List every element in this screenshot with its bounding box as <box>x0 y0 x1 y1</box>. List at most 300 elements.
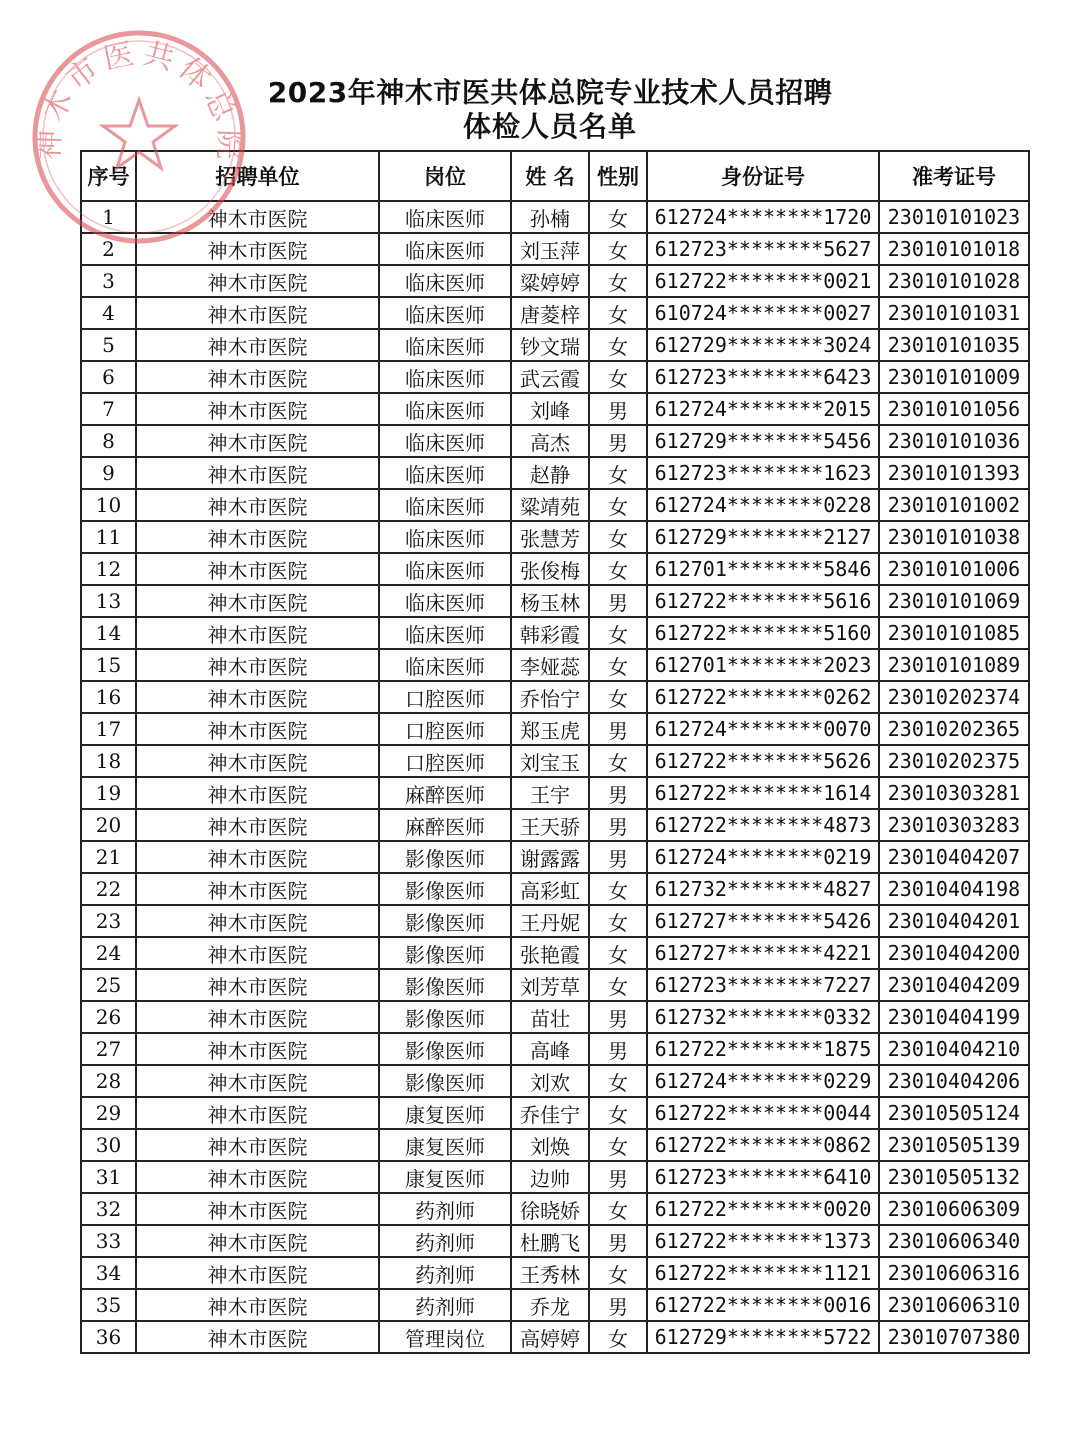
table-row <box>81 905 1029 937</box>
cell-name: 粱婷婷 <box>511 265 589 297</box>
table-row <box>81 201 1029 233</box>
cell-gender: 女 <box>589 617 647 649</box>
cell-id-number: 612724********0219 <box>647 841 879 873</box>
table-row <box>81 489 1029 521</box>
table-header-row <box>81 151 1029 201</box>
table-row <box>81 745 1029 777</box>
cell-unit: 神木市医院 <box>136 1289 379 1321</box>
cell-exam-number: 23010404200 <box>879 937 1029 969</box>
cell-position: 临床医师 <box>379 521 511 553</box>
cell-name: 乔怡宁 <box>511 681 589 713</box>
cell-gender: 女 <box>589 489 647 521</box>
cell-position: 影像医师 <box>379 873 511 905</box>
cell-index: 9 <box>81 457 136 489</box>
cell-index: 18 <box>81 745 136 777</box>
cell-gender: 女 <box>589 329 647 361</box>
cell-name: 张慧芳 <box>511 521 589 553</box>
cell-position: 口腔医师 <box>379 713 511 745</box>
cell-unit: 神木市医院 <box>136 841 379 873</box>
cell-unit: 神木市医院 <box>136 969 379 1001</box>
cell-index: 36 <box>81 1321 136 1353</box>
table-body <box>81 201 1029 1353</box>
table-row <box>81 649 1029 681</box>
cell-index: 23 <box>81 905 136 937</box>
cell-gender: 男 <box>589 393 647 425</box>
cell-exam-number: 23010404201 <box>879 905 1029 937</box>
cell-exam-number: 23010404210 <box>879 1033 1029 1065</box>
cell-name: 徐晓娇 <box>511 1193 589 1225</box>
cell-id-number: 612722********5626 <box>647 745 879 777</box>
cell-exam-number: 23010101089 <box>879 649 1029 681</box>
cell-gender: 女 <box>589 937 647 969</box>
cell-position: 临床医师 <box>379 425 511 457</box>
cell-exam-number: 23010404199 <box>879 1001 1029 1033</box>
cell-id-number: 612723********1623 <box>647 457 879 489</box>
cell-name: 张艳霞 <box>511 937 589 969</box>
header-id-number: 身份证号 <box>647 151 879 201</box>
table-row <box>81 1001 1029 1033</box>
cell-exam-number: 23010505139 <box>879 1129 1029 1161</box>
cell-id-number: 612722********1875 <box>647 1033 879 1065</box>
cell-name: 孙楠 <box>511 201 589 233</box>
cell-exam-number: 23010101028 <box>879 265 1029 297</box>
cell-id-number: 612724********0070 <box>647 713 879 745</box>
table-row <box>81 1193 1029 1225</box>
cell-name: 乔佳宁 <box>511 1097 589 1129</box>
cell-position: 药剂师 <box>379 1289 511 1321</box>
cell-exam-number: 23010606309 <box>879 1193 1029 1225</box>
table-row <box>81 521 1029 553</box>
cell-exam-number: 23010404209 <box>879 969 1029 1001</box>
cell-name: 刘芳草 <box>511 969 589 1001</box>
cell-id-number: 612722********1121 <box>647 1257 879 1289</box>
cell-unit: 神木市医院 <box>136 1065 379 1097</box>
cell-exam-number: 23010101056 <box>879 393 1029 425</box>
cell-gender: 女 <box>589 1129 647 1161</box>
cell-name: 杜鹏飞 <box>511 1225 589 1257</box>
cell-id-number: 612729********5456 <box>647 425 879 457</box>
cell-index: 19 <box>81 777 136 809</box>
header-position: 岗位 <box>379 151 511 201</box>
cell-id-number: 612722********1614 <box>647 777 879 809</box>
cell-name: 高婷婷 <box>511 1321 589 1353</box>
cell-id-number: 612732********0332 <box>647 1001 879 1033</box>
cell-exam-number: 23010606340 <box>879 1225 1029 1257</box>
cell-gender: 男 <box>589 1289 647 1321</box>
cell-id-number: 612724********2015 <box>647 393 879 425</box>
cell-gender: 男 <box>589 425 647 457</box>
cell-name: 苗壮 <box>511 1001 589 1033</box>
cell-index: 6 <box>81 361 136 393</box>
cell-exam-number: 23010101018 <box>879 233 1029 265</box>
cell-position: 影像医师 <box>379 1033 511 1065</box>
table-row <box>81 713 1029 745</box>
cell-gender: 女 <box>589 649 647 681</box>
table-row <box>81 1289 1029 1321</box>
cell-index: 10 <box>81 489 136 521</box>
cell-position: 影像医师 <box>379 937 511 969</box>
cell-id-number: 612723********6410 <box>647 1161 879 1193</box>
cell-unit: 神木市医院 <box>136 521 379 553</box>
cell-unit: 神木市医院 <box>136 617 379 649</box>
cell-name: 边帅 <box>511 1161 589 1193</box>
cell-position: 临床医师 <box>379 329 511 361</box>
cell-id-number: 612722********0020 <box>647 1193 879 1225</box>
cell-name: 乔龙 <box>511 1289 589 1321</box>
table-row <box>81 585 1029 617</box>
cell-unit: 神木市医院 <box>136 1161 379 1193</box>
table-row <box>81 937 1029 969</box>
cell-gender: 女 <box>589 905 647 937</box>
cell-name: 高峰 <box>511 1033 589 1065</box>
cell-id-number: 612723********7227 <box>647 969 879 1001</box>
cell-unit: 神木市医院 <box>136 201 379 233</box>
cell-position: 临床医师 <box>379 265 511 297</box>
table-row <box>81 1321 1029 1353</box>
header-unit: 招聘单位 <box>136 151 379 201</box>
title-line-2: 体检人员名单 <box>462 110 637 143</box>
cell-unit: 神木市医院 <box>136 873 379 905</box>
cell-name: 粱靖苑 <box>511 489 589 521</box>
cell-exam-number: 23010202375 <box>879 745 1029 777</box>
cell-position: 临床医师 <box>379 585 511 617</box>
cell-name: 李娅蕊 <box>511 649 589 681</box>
cell-index: 24 <box>81 937 136 969</box>
cell-index: 22 <box>81 873 136 905</box>
cell-gender: 女 <box>589 297 647 329</box>
cell-unit: 神木市医院 <box>136 1257 379 1289</box>
cell-gender: 男 <box>589 1001 647 1033</box>
cell-exam-number: 23010101006 <box>879 553 1029 585</box>
cell-name: 刘宝玉 <box>511 745 589 777</box>
cell-gender: 女 <box>589 233 647 265</box>
table-row <box>81 809 1029 841</box>
cell-index: 11 <box>81 521 136 553</box>
cell-gender: 女 <box>589 681 647 713</box>
cell-exam-number: 23010505132 <box>879 1161 1029 1193</box>
cell-unit: 神木市医院 <box>136 1225 379 1257</box>
cell-gender: 女 <box>589 745 647 777</box>
cell-position: 临床医师 <box>379 553 511 585</box>
cell-position: 临床医师 <box>379 457 511 489</box>
table-row <box>81 873 1029 905</box>
cell-unit: 神木市医院 <box>136 233 379 265</box>
cell-id-number: 612722********0862 <box>647 1129 879 1161</box>
cell-position: 影像医师 <box>379 905 511 937</box>
cell-gender: 女 <box>589 1065 647 1097</box>
cell-id-number: 612722********0016 <box>647 1289 879 1321</box>
cell-index: 30 <box>81 1129 136 1161</box>
cell-unit: 神木市医院 <box>136 649 379 681</box>
cell-id-number: 612729********5722 <box>647 1321 879 1353</box>
cell-exam-number: 23010606310 <box>879 1289 1029 1321</box>
table-row <box>81 425 1029 457</box>
cell-position: 临床医师 <box>379 649 511 681</box>
cell-position: 临床医师 <box>379 233 511 265</box>
table-row <box>81 777 1029 809</box>
cell-name: 张俊梅 <box>511 553 589 585</box>
cell-exam-number: 23010101393 <box>879 457 1029 489</box>
table-row <box>81 1129 1029 1161</box>
cell-position: 临床医师 <box>379 617 511 649</box>
cell-id-number: 612722********5616 <box>647 585 879 617</box>
cell-id-number: 612727********5426 <box>647 905 879 937</box>
cell-id-number: 612722********4873 <box>647 809 879 841</box>
table-row <box>81 393 1029 425</box>
cell-gender: 女 <box>589 1097 647 1129</box>
cell-index: 31 <box>81 1161 136 1193</box>
cell-unit: 神木市医院 <box>136 489 379 521</box>
cell-exam-number: 23010707380 <box>879 1321 1029 1353</box>
table-row <box>81 1161 1029 1193</box>
cell-name: 唐菱梓 <box>511 297 589 329</box>
cell-index: 32 <box>81 1193 136 1225</box>
cell-position: 影像医师 <box>379 1065 511 1097</box>
cell-exam-number: 23010404207 <box>879 841 1029 873</box>
table-row <box>81 457 1029 489</box>
cell-unit: 神木市医院 <box>136 297 379 329</box>
cell-unit: 神木市医院 <box>136 553 379 585</box>
cell-index: 5 <box>81 329 136 361</box>
cell-name: 刘焕 <box>511 1129 589 1161</box>
cell-exam-number: 23010202365 <box>879 713 1029 745</box>
cell-index: 29 <box>81 1097 136 1129</box>
cell-name: 刘欢 <box>511 1065 589 1097</box>
cell-gender: 女 <box>589 1193 647 1225</box>
cell-gender: 女 <box>589 361 647 393</box>
cell-position: 口腔医师 <box>379 745 511 777</box>
cell-id-number: 612727********4221 <box>647 937 879 969</box>
cell-index: 20 <box>81 809 136 841</box>
cell-id-number: 612722********0044 <box>647 1097 879 1129</box>
cell-gender: 女 <box>589 201 647 233</box>
table-row <box>81 265 1029 297</box>
cell-exam-number: 23010101002 <box>879 489 1029 521</box>
cell-position: 管理岗位 <box>379 1321 511 1353</box>
cell-position: 临床医师 <box>379 361 511 393</box>
cell-unit: 神木市医院 <box>136 329 379 361</box>
header-name: 姓 名 <box>511 151 589 201</box>
cell-name: 王丹妮 <box>511 905 589 937</box>
cell-position: 药剂师 <box>379 1193 511 1225</box>
cell-position: 药剂师 <box>379 1225 511 1257</box>
cell-exam-number: 23010101023 <box>879 201 1029 233</box>
cell-name: 刘峰 <box>511 393 589 425</box>
cell-gender: 女 <box>589 1321 647 1353</box>
cell-exam-number: 23010101069 <box>879 585 1029 617</box>
cell-id-number: 612724********0229 <box>647 1065 879 1097</box>
cell-index: 7 <box>81 393 136 425</box>
cell-exam-number: 23010303283 <box>879 809 1029 841</box>
cell-id-number: 612701********5846 <box>647 553 879 585</box>
cell-name: 郑玉虎 <box>511 713 589 745</box>
cell-position: 康复医师 <box>379 1161 511 1193</box>
cell-id-number: 612722********1373 <box>647 1225 879 1257</box>
cell-index: 26 <box>81 1001 136 1033</box>
table-row <box>81 1257 1029 1289</box>
cell-gender: 女 <box>589 873 647 905</box>
cell-name: 王宇 <box>511 777 589 809</box>
cell-gender: 男 <box>589 1225 647 1257</box>
cell-position: 临床医师 <box>379 393 511 425</box>
table-row <box>81 1225 1029 1257</box>
cell-position: 麻醉医师 <box>379 777 511 809</box>
cell-index: 28 <box>81 1065 136 1097</box>
table-row <box>81 1097 1029 1129</box>
cell-unit: 神木市医院 <box>136 745 379 777</box>
table-row <box>81 617 1029 649</box>
cell-id-number: 612724********1720 <box>647 201 879 233</box>
cell-unit: 神木市医院 <box>136 425 379 457</box>
table-row <box>81 841 1029 873</box>
cell-gender: 男 <box>589 809 647 841</box>
cell-gender: 男 <box>589 841 647 873</box>
cell-position: 临床医师 <box>379 297 511 329</box>
cell-unit: 神木市医院 <box>136 681 379 713</box>
table-row <box>81 297 1029 329</box>
cell-exam-number: 23010101038 <box>879 521 1029 553</box>
cell-gender: 男 <box>589 585 647 617</box>
cell-gender: 女 <box>589 1257 647 1289</box>
cell-exam-number: 23010101031 <box>879 297 1029 329</box>
cell-index: 12 <box>81 553 136 585</box>
cell-position: 康复医师 <box>379 1097 511 1129</box>
table-row <box>81 681 1029 713</box>
cell-id-number: 612722********5160 <box>647 617 879 649</box>
cell-name: 钞文瑞 <box>511 329 589 361</box>
cell-exam-number: 23010404198 <box>879 873 1029 905</box>
table-row <box>81 1065 1029 1097</box>
table-row <box>81 969 1029 1001</box>
cell-unit: 神木市医院 <box>136 905 379 937</box>
cell-unit: 神木市医院 <box>136 457 379 489</box>
cell-index: 4 <box>81 297 136 329</box>
cell-id-number: 612732********4827 <box>647 873 879 905</box>
cell-unit: 神木市医院 <box>136 585 379 617</box>
cell-unit: 神木市医院 <box>136 361 379 393</box>
cell-name: 王秀林 <box>511 1257 589 1289</box>
cell-index: 13 <box>81 585 136 617</box>
cell-index: 16 <box>81 681 136 713</box>
table-row <box>81 329 1029 361</box>
cell-index: 2 <box>81 233 136 265</box>
header-gender: 性别 <box>589 151 647 201</box>
cell-id-number: 612729********3024 <box>647 329 879 361</box>
cell-gender: 女 <box>589 969 647 1001</box>
cell-position: 临床医师 <box>379 201 511 233</box>
cell-index: 1 <box>81 201 136 233</box>
cell-unit: 神木市医院 <box>136 777 379 809</box>
cell-exam-number: 23010505124 <box>879 1097 1029 1129</box>
cell-index: 25 <box>81 969 136 1001</box>
cell-id-number: 612722********0021 <box>647 265 879 297</box>
cell-exam-number: 23010101009 <box>879 361 1029 393</box>
cell-index: 34 <box>81 1257 136 1289</box>
cell-position: 影像医师 <box>379 969 511 1001</box>
cell-gender: 男 <box>589 1161 647 1193</box>
cell-id-number: 612724********0228 <box>647 489 879 521</box>
cell-id-number: 612722********0262 <box>647 681 879 713</box>
cell-unit: 神木市医院 <box>136 1097 379 1129</box>
cell-unit: 神木市医院 <box>136 1321 379 1353</box>
cell-position: 麻醉医师 <box>379 809 511 841</box>
cell-unit: 神木市医院 <box>136 393 379 425</box>
cell-index: 35 <box>81 1289 136 1321</box>
cell-gender: 女 <box>589 457 647 489</box>
cell-index: 15 <box>81 649 136 681</box>
table-row <box>81 1033 1029 1065</box>
cell-position: 康复医师 <box>379 1129 511 1161</box>
cell-name: 赵静 <box>511 457 589 489</box>
cell-unit: 神木市医院 <box>136 265 379 297</box>
cell-id-number: 612723********6423 <box>647 361 879 393</box>
cell-index: 33 <box>81 1225 136 1257</box>
cell-name: 高彩虹 <box>511 873 589 905</box>
cell-unit: 神木市医院 <box>136 1001 379 1033</box>
cell-name: 高杰 <box>511 425 589 457</box>
cell-index: 3 <box>81 265 136 297</box>
cell-unit: 神木市医院 <box>136 809 379 841</box>
cell-exam-number: 23010404206 <box>879 1065 1029 1097</box>
header-exam-number: 准考证号 <box>879 151 1029 201</box>
cell-exam-number: 23010101035 <box>879 329 1029 361</box>
cell-name: 韩彩霞 <box>511 617 589 649</box>
document-title <box>230 76 870 144</box>
cell-unit: 神木市医院 <box>136 1129 379 1161</box>
cell-position: 影像医师 <box>379 1001 511 1033</box>
cell-position: 临床医师 <box>379 489 511 521</box>
cell-id-number: 612729********2127 <box>647 521 879 553</box>
table-row <box>81 553 1029 585</box>
cell-name: 谢露露 <box>511 841 589 873</box>
cell-exam-number: 23010202374 <box>879 681 1029 713</box>
cell-exam-number: 23010101085 <box>879 617 1029 649</box>
cell-gender: 男 <box>589 777 647 809</box>
cell-gender: 男 <box>589 713 647 745</box>
cell-gender: 女 <box>589 521 647 553</box>
cell-position: 口腔医师 <box>379 681 511 713</box>
cell-index: 8 <box>81 425 136 457</box>
table-row <box>81 361 1029 393</box>
cell-name: 武云霞 <box>511 361 589 393</box>
cell-name: 刘玉萍 <box>511 233 589 265</box>
cell-index: 21 <box>81 841 136 873</box>
cell-unit: 神木市医院 <box>136 937 379 969</box>
cell-exam-number: 23010606316 <box>879 1257 1029 1289</box>
cell-id-number: 612723********5627 <box>647 233 879 265</box>
cell-unit: 神木市医院 <box>136 713 379 745</box>
candidate-table <box>80 150 1030 1354</box>
cell-unit: 神木市医院 <box>136 1193 379 1225</box>
cell-position: 药剂师 <box>379 1257 511 1289</box>
cell-index: 17 <box>81 713 136 745</box>
cell-gender: 男 <box>589 1033 647 1065</box>
table-row <box>81 233 1029 265</box>
cell-id-number: 610724********0027 <box>647 297 879 329</box>
cell-unit: 神木市医院 <box>136 1033 379 1065</box>
title-line-1: 2023年神木市医共体总院专业技术人员招聘 <box>267 76 833 109</box>
cell-name: 王天骄 <box>511 809 589 841</box>
cell-index: 14 <box>81 617 136 649</box>
cell-exam-number: 23010101036 <box>879 425 1029 457</box>
cell-position: 影像医师 <box>379 841 511 873</box>
cell-gender: 女 <box>589 265 647 297</box>
cell-id-number: 612701********2023 <box>647 649 879 681</box>
cell-gender: 女 <box>589 553 647 585</box>
cell-index: 27 <box>81 1033 136 1065</box>
header-index: 序号 <box>81 151 136 201</box>
svg-text:神木市医共体总院: 神木市医共体总院 <box>31 35 247 167</box>
